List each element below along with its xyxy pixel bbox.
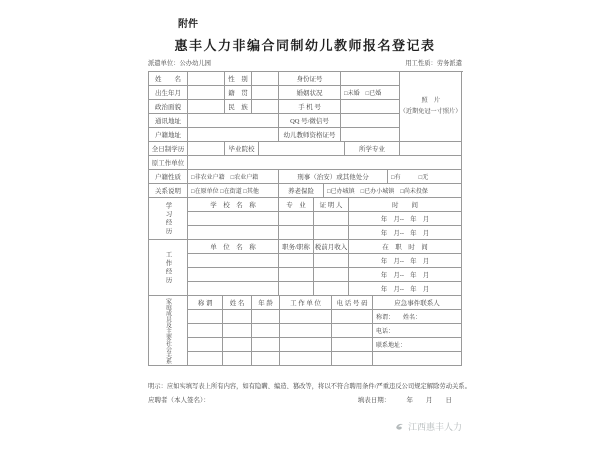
cell-blank [280,310,332,324]
table-row [188,282,462,296]
table-section [149,72,463,142]
cell-blank [341,72,400,86]
cell-blank [223,338,252,352]
table-row [188,198,462,212]
cell-blank [332,324,373,338]
emergency-contact-line: 联系地址： [373,338,461,352]
cell-label: 民 族 [225,100,252,114]
cell-label: 性 别 [225,72,252,86]
cell-blank [188,338,223,352]
cell-label: 养老保险 [279,184,324,198]
cell-label: □在原单位 □在街道 □其他 [188,184,279,198]
cell-blank [400,142,462,156]
emergency-contact-line: 电话： [373,324,461,338]
signature-row [148,395,462,404]
form-title: 惠丰人力非编合同制幼儿教师报名登记表 [174,38,436,53]
cell-blank [314,282,349,296]
cell-blank [188,128,279,142]
cell-blank [259,142,345,156]
cell-blank [373,352,461,365]
table-section [149,240,463,296]
photo-cell-text: 照 片 [421,97,440,104]
photo-cell-text: （近期免冠一寸照片） [399,108,462,115]
table-row [149,184,462,198]
emergency-contact-panel [373,296,462,366]
table-row [149,86,400,100]
cell-label: 全日制学历 [149,142,188,156]
section-label: 工作经历 [149,240,188,296]
form-subheader [148,58,462,67]
watermark-text: 江西惠丰人力 [407,422,462,432]
cell-label: 原工作单位 [149,156,188,170]
applicant-signature-label: 应聘者（本人签名）： [148,397,210,404]
dispatch-unit-label: 派遣单位：公办幼儿园 [148,60,211,67]
cell-label: 婚姻状况 [279,86,341,100]
notice-text: 明示：应如实填写表上所有内容，如有隐瞒、编造、篡改等，将以不符合聘用条件/严重违反公司规定解除劳动关系。 [148,383,471,390]
table-row [149,100,400,114]
cell-blank [314,226,349,240]
table-row [188,352,373,366]
watermark [148,420,462,433]
emergency-contact-header: 应急事件联系人 [373,296,461,310]
cell-blank [188,352,223,366]
cell-label: 关系说明 [149,184,188,198]
cell-blank [188,254,279,268]
emergency-contact-line: 称谓： 姓名： [373,310,461,324]
cell-blank [252,324,280,338]
photo-cell [400,72,462,142]
table-row [149,170,462,184]
table-row [188,296,373,310]
cell-label: 学 校 名 称 [188,198,279,212]
table-section [149,142,463,198]
cell-label: □非农业户籍 □农业户籍 [188,170,279,184]
cell-label: 年 月-- 年 月 [349,212,462,226]
table-section [149,198,463,240]
cell-label: 称 谓 [188,296,223,310]
cell-blank [188,142,225,156]
cell-blank [188,86,225,100]
cell-blank [280,324,332,338]
cell-label: □有 □无 [388,170,462,184]
cell-label: 手 机 号 [279,100,341,114]
cell-label: 幼儿教师资格证号 [279,128,341,142]
cell-label: 在 职 时 间 [349,240,462,254]
cell-blank [341,114,400,128]
cell-blank [223,324,252,338]
cell-blank [332,310,373,324]
cell-blank [188,226,279,240]
table-row [188,240,462,254]
table-row [149,142,462,156]
table-row [188,338,373,352]
table-row [149,114,400,128]
cell-label: 通讯地址 [149,114,188,128]
cell-blank [314,254,349,268]
cell-label: 姓 名 [223,296,252,310]
cell-blank [188,114,279,128]
cell-label: 电 话 号 码 [332,296,373,310]
cell-blank [188,100,225,114]
cell-label: 年 月-- 年 月 [349,268,462,282]
cell-blank [279,268,314,282]
table-row [149,72,400,86]
table-row [188,254,462,268]
cell-blank [252,86,279,100]
cell-label: QQ 号/微信号 [279,114,341,128]
cell-label: 籍 贯 [225,86,252,100]
cell-blank [332,338,373,352]
cell-blank [252,310,280,324]
cell-label: □未婚 □已婚 [341,86,400,100]
cell-blank [252,338,280,352]
cell-blank [341,128,400,142]
cell-label: 出生年月 [149,86,188,100]
cell-label: 年 龄 [252,296,280,310]
form-table [148,71,463,366]
cell-blank [341,100,400,114]
cell-label: 户籍地址 [149,128,188,142]
cell-blank [314,212,349,226]
table-row [188,226,462,240]
company-logo-icon [394,421,405,432]
cell-blank [188,212,279,226]
cell-blank [188,156,462,170]
cell-blank [279,212,314,226]
cell-label: 身份证号 [279,72,341,86]
cell-blank [252,72,279,86]
table-row [149,128,400,142]
attachment-label: 附件 [178,19,198,30]
table-row [188,212,462,226]
cell-blank [279,254,314,268]
cell-label: 年 月-- 年 月 [349,226,462,240]
cell-blank [279,282,314,296]
cell-label: 税前月收入 [314,240,349,254]
cell-label: 户籍性质 [149,170,188,184]
fill-date-label: 填表日期： 年 月 日 [357,397,452,404]
cell-label: 刑事（治安）或其他处分 [279,170,388,184]
cell-label: 毕业院校 [225,142,259,156]
cell-blank [188,72,225,86]
cell-blank [223,310,252,324]
cell-label: 政治面貌 [149,100,188,114]
cell-blank [314,268,349,282]
cell-label: 工 作 单 位 [280,296,332,310]
table-row [188,310,373,324]
cell-blank [332,352,373,366]
cell-blank [223,352,252,366]
cell-blank [279,226,314,240]
cell-blank [188,310,223,324]
table-section [149,296,463,366]
cell-label: 专 业 [279,198,314,212]
section-label: 家庭成员及主要社会关系 [149,296,188,366]
table-row [188,324,373,338]
cell-blank [252,100,279,114]
cell-blank [280,352,332,366]
cell-label: 单 位 名 称 [188,240,279,254]
cell-label: 姓 名 [149,72,188,86]
table-row [149,156,462,170]
table-row [188,268,462,282]
cell-blank [188,268,279,282]
section-label: 学习经历 [149,198,188,240]
cell-blank [188,282,279,296]
cell-label: 年 月-- 年 月 [349,254,462,268]
cell-label: 职务/职称 [279,240,314,254]
cell-blank [188,324,223,338]
cell-blank [280,338,332,352]
cell-label: 所学专业 [345,142,400,156]
cell-label: 时 间 [349,198,462,212]
employment-nature-label: 用工性质：劳务派遣 [405,60,462,67]
cell-label: □已办城镇 □已办小城镇 □尚未投保 [324,184,462,198]
cell-blank [252,352,280,366]
cell-label: 年 月-- 年 月 [349,282,462,296]
cell-label: 证 明 人 [314,198,349,212]
